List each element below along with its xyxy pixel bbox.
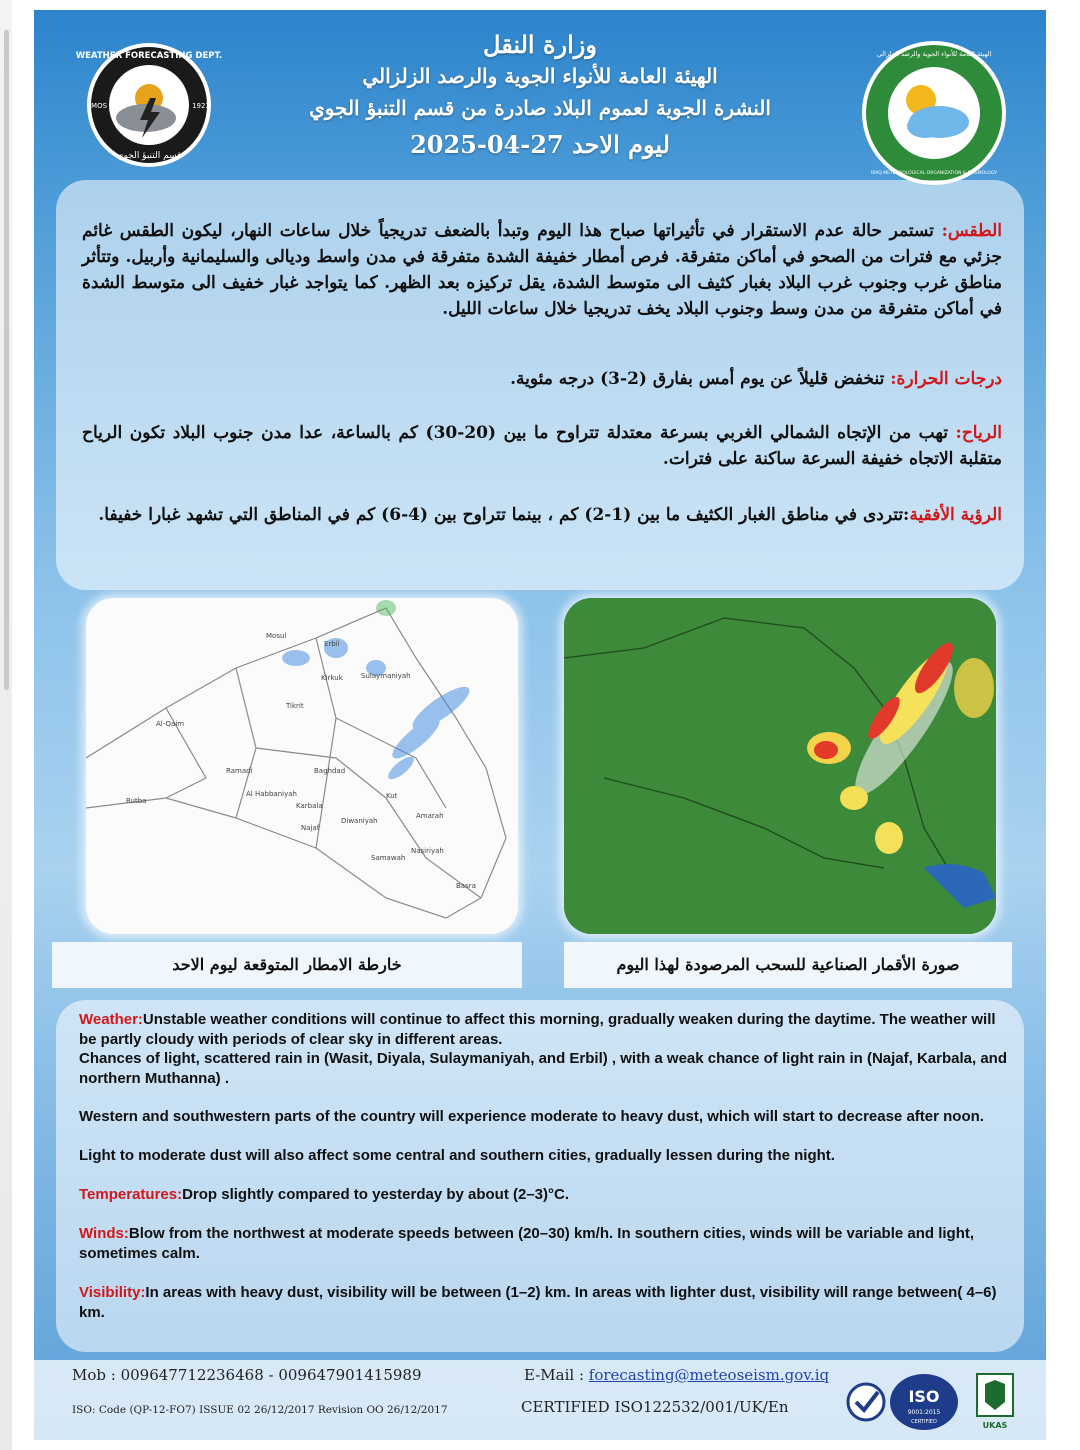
map-label-rutba: Rutba <box>126 797 147 805</box>
map-label-basra: Basra <box>456 882 476 890</box>
rain-map-caption: خارطة الامطار المتوقعة ليوم الاحد <box>52 942 522 988</box>
arabic-visibility-paragraph <box>82 502 1002 528</box>
arabic-temp-paragraph <box>82 366 1002 392</box>
english-temp-label: Temperatures: <box>79 1186 183 1203</box>
map-label-ramadi: Ramadi <box>226 767 253 775</box>
email-line <box>524 1366 829 1384</box>
bulletin-title: النشرة الجوية لعموم البلاد صادرة من قسم التنبؤ الجوي <box>309 96 771 120</box>
english-wind-label: Winds: <box>79 1225 129 1242</box>
arabic-wind-text: تهب من الإتجاه الشمالي الغربي بسرعة معتدلة تتراوح ما بين (20-30) كم بالساعة، عدا مدن جنوب البلاد تكون الرياح متقلبة الاتجاه خفيفة السرعة ساكنة على فترات. <box>82 423 1002 469</box>
english-visibility-label: Visibility: <box>79 1284 146 1301</box>
map-label-samawah: Samawah <box>371 854 406 862</box>
map-label-kirkuk: Kirkuk <box>321 674 343 682</box>
arabic-weather-paragraph <box>82 218 1002 322</box>
logo-english-ring-text: IRAQ METEOROLOGICAL ORGANIZATION & SEISMOLOGY <box>871 171 997 176</box>
satellite-cloud-image <box>564 598 996 934</box>
iso-badge-text: ISO <box>908 1387 940 1406</box>
english-weather-paragraph <box>79 1010 1009 1049</box>
arabic-temp-label: درجات الحرارة: <box>890 369 1002 389</box>
email-label: E-Mail : <box>524 1366 589 1384</box>
mobile-numbers: Mob : 009647712236468 - 009647901415989 <box>72 1366 422 1384</box>
ministry-title: وزارة النقل <box>483 30 597 59</box>
scrollbar-thumb[interactable] <box>4 30 9 690</box>
map-label-habbaniyah: Al Habbaniyah <box>246 790 297 798</box>
map-label-sulaymaniyah: Sulaymaniyah <box>361 672 411 680</box>
iraq-meteorological-logo <box>859 38 1009 188</box>
forecasting-dept-logo <box>74 40 224 170</box>
rain-forecast-map <box>86 598 518 934</box>
map-label-kut: Kut <box>386 792 398 800</box>
map-label-tikrit: Tikrit <box>286 702 304 710</box>
header <box>34 10 1046 185</box>
english-dust-paragraph-2: Light to moderate dust will also affect some central and southern cities, gradually lessen during the night. <box>79 1147 835 1164</box>
iso-certified-text: CERTIFIED <box>911 1419 937 1425</box>
english-wind-paragraph <box>79 1224 1009 1263</box>
arabic-weather-label: الطقس: <box>941 221 1002 241</box>
arabic-visibility-text: :تتردى في مناطق الغبار الكثيف ما بين (1-2) كم ، بينما تتراوح بين (4-6) كم في المناطق التي تشهد غبارا خفيفا. <box>98 505 910 525</box>
map-label-erbil: Erbil <box>324 640 340 648</box>
english-wind-text: Blow from the northwest at moderate speeds between (20–30) km/h. In southern cities, winds will be variable and light, sometimes calm. <box>79 1225 975 1262</box>
logo-year-text: 1923 <box>192 102 210 110</box>
map-label-diwaniyah: Diwaniyah <box>341 817 378 825</box>
arabic-wind-paragraph <box>82 420 1002 472</box>
map-label-baghdad: Baghdad <box>314 767 346 775</box>
logo-top-text: WEATHER FORECASTING DEPT. <box>75 51 223 61</box>
iso-standard-text: 9001:2015 <box>907 1409 941 1416</box>
arabic-weather-text: تستمر حالة عدم الاستقرار في تأثيراتها صباح هذا اليوم وتبدأ بالضعف تدريجياً خلال ساعات النهار، ليكون الطقس غائم جزئي مع فترات من الصحو في أماكن متفرقة. فرص أمطار خفيفة الشدة متفرقة في مدن واسط وديالى والسليمانية وأربيل. وتتأثر مناطق غرب وجنوب غرب البلاد بغبار كثيف الى متوسط الشدة، يقل تركيزه بعد الظهر. كما يتواجد غبار خفيف الى متوسط الشدة في أماكن متفرقة من مدن وسط وجنوب البلاد يخف تدريجيا خلال ساعات الليل. <box>82 221 1002 319</box>
rain-map-graphic <box>86 598 518 934</box>
map-label-nasiriyah: Nasiriyah <box>411 847 444 855</box>
map-label-al-qaim: Al-Qaim <box>156 720 185 728</box>
english-rain-paragraph: Chances of light, scattered rain in (Wasit, Diyala, Sulaymaniyah, and Erbil) , with a weak chance of light rain in (Najaf, Karbala, and northern Muthanna) . <box>79 1050 1008 1087</box>
english-temp-paragraph <box>79 1185 1009 1205</box>
english-visibility-text: In areas with heavy dust, visibility will be between (1–2) km. In areas with lighter dust, visibility will range between( 4–6) km. <box>79 1284 997 1321</box>
logo-arabic-ring-text: الهيئة العامة للأنواء الجوية والرصد الزلزالي <box>876 50 992 58</box>
logo-imos-text: IMOS <box>88 102 108 110</box>
satellite-caption: صورة الأقمار الصناعية للسحب المرصودة لهذا اليوم <box>564 942 1012 988</box>
ukas-text: UKAS <box>982 1421 1008 1430</box>
bulletin-page <box>34 10 1046 1440</box>
satellite-graphic <box>564 598 996 934</box>
footer <box>34 1360 1046 1440</box>
english-weather-label: Weather: <box>79 1011 143 1028</box>
map-label-karbala: Karbala <box>296 802 323 810</box>
authority-title: الهيئة العامة للأنواء الجوية والرصد الزلزالي <box>362 64 718 88</box>
ukas-logo <box>971 1370 1019 1434</box>
map-label-najaf: Najaf <box>301 824 320 832</box>
arabic-temp-text: تنخفض قليلاً عن يوم أمس بفارق (2-3) درجه مئوية. <box>510 369 891 389</box>
english-temp-text: Drop slightly compared to yesterday by about (2–3)°C. <box>182 1186 570 1203</box>
arabic-visibility-label: الرؤية الأفقية <box>909 505 1002 525</box>
arabic-wind-label: الرياح: <box>955 423 1002 443</box>
date-line: ليوم الاحد 27-04-2025 <box>410 130 670 159</box>
certified-line: CERTIFIED ISO122532/001/UK/En <box>521 1398 789 1416</box>
scroll-track[interactable] <box>0 0 12 1450</box>
logo-bottom-text: قسم التنبؤ الجوي <box>116 151 182 161</box>
map-label-mosul: Mosul <box>266 632 287 640</box>
english-dust-paragraph-1: Western and southwestern parts of the country will experience moderate to heavy dust, which will start to decrease after noon. <box>79 1108 984 1125</box>
english-weather-text: Unstable weather conditions will continue to affect this morning, gradually weaken during the daytime. The weather will be partly cloudy with periods of clear sky in different areas. <box>79 1011 996 1048</box>
map-label-amarah: Amarah <box>416 812 444 820</box>
iso-certification-badge <box>846 1368 971 1436</box>
english-visibility-paragraph <box>79 1283 1009 1322</box>
iso-code-line: ISO: Code (QP-12-FO7) ISSUE 02 26/12/2017 Revision OO 26/12/2017 <box>72 1404 448 1416</box>
email-link[interactable]: forecasting@meteoseism.gov.iq <box>588 1366 830 1384</box>
